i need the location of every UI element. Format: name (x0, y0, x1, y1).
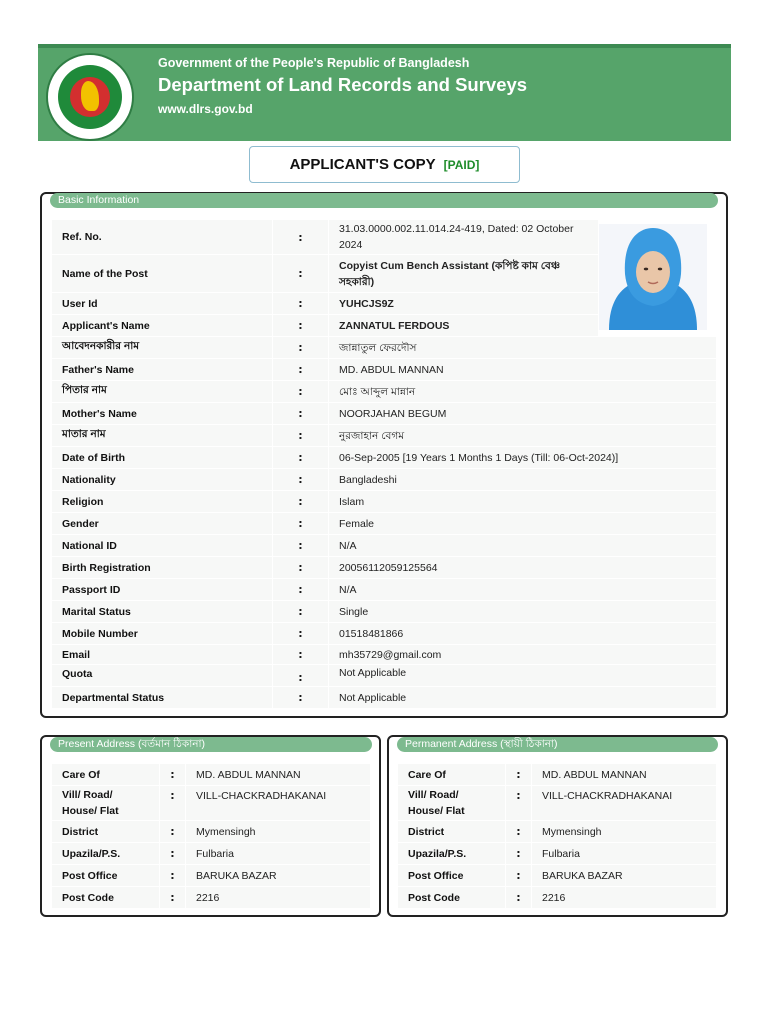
applicant-name-label: Applicant's Name (52, 315, 273, 336)
row-national-id (52, 535, 716, 557)
row-father-name-bn (52, 381, 716, 403)
colon: : (506, 764, 532, 785)
permanent-care-of-value: MD. ABDUL MANNAN (542, 768, 647, 781)
row-post-name (52, 255, 598, 293)
colon: : (160, 764, 186, 785)
nationality-label: Nationality (52, 469, 273, 490)
colon: : (160, 887, 186, 908)
quota-value: Not Applicable (339, 667, 407, 679)
national-id-label: National ID (52, 535, 273, 556)
applicant-name-bn-value: জান্নাতুল ফেরদৌস (339, 341, 417, 354)
quota-label: Quota (52, 665, 273, 686)
present-village-label-line1: Vill/ Road/ (62, 789, 113, 801)
applicant-name-bn-label: আবেদনকারীর নাম (52, 337, 273, 358)
gender-label: Gender (52, 513, 273, 534)
ref-no-value-line1: 31.03.0000.002.11.014.24-419, Dated: 02 October (339, 223, 574, 235)
religion-label: Religion (52, 491, 273, 512)
national-id-value: N/A (339, 539, 357, 552)
colon: : (273, 337, 329, 358)
birth-registration-value: 20056112059125564 (339, 561, 438, 574)
present-post-code-value: 2216 (196, 891, 220, 904)
colon: : (273, 645, 329, 664)
permanent-post-code-value: 2216 (542, 891, 566, 904)
colon: : (273, 469, 329, 490)
user-id-value: YUHCJS9Z (339, 297, 394, 310)
colon: : (506, 843, 532, 864)
mother-name-bn-label: মাতার নাম (52, 425, 273, 446)
gender-value: Female (339, 517, 375, 530)
post-name-label: Name of the Post (52, 255, 273, 292)
row-mother-name (52, 403, 716, 425)
marital-status-value: Single (339, 605, 369, 618)
mother-name-label: Mother's Name (52, 403, 273, 424)
permanent-district-label: District (398, 821, 506, 842)
colon: : (273, 255, 329, 292)
row-present-care-of (52, 764, 370, 786)
row-permanent-village (398, 786, 716, 821)
row-mobile-number (52, 623, 716, 645)
colon: : (273, 381, 329, 402)
row-permanent-district (398, 821, 716, 843)
present-post-code-label: Post Code (52, 887, 160, 908)
permanent-care-of-label: Care Of (398, 764, 506, 785)
colon: : (273, 535, 329, 556)
colon: : (273, 687, 329, 708)
father-name-bn-label: পিতার নাম (52, 381, 273, 402)
permanent-post-office-label: Post Office (398, 865, 506, 886)
present-upazila-label: Upazila/P.S. (52, 843, 160, 864)
applicant-name-value: ZANNATUL FERDOUS (339, 319, 450, 332)
row-user-id (52, 293, 598, 315)
present-post-office-value: BARUKA BAZAR (196, 869, 277, 882)
colon: : (273, 293, 329, 314)
basic-information-heading: Basic Information (50, 193, 718, 208)
applicant-photo (599, 224, 707, 330)
row-present-post-code (52, 887, 370, 909)
marital-status-label: Marital Status (52, 601, 273, 622)
departmental-status-label: Departmental Status (52, 687, 273, 708)
mother-name-bn-value: নুরজাহান বেগম (339, 429, 405, 442)
present-address-heading: Present Address (বর্তমান ঠিকানা) (50, 737, 372, 752)
government-seal-logo (46, 53, 134, 141)
colon: : (273, 513, 329, 534)
row-birth-registration (52, 557, 716, 579)
row-present-village (52, 786, 370, 821)
row-marital-status (52, 601, 716, 623)
post-name-value-line1: Copyist Cum Bench Assistant (কপিষ্ট কাম বেঞ্চ (339, 259, 561, 272)
present-district-label: District (52, 821, 160, 842)
religion-value: Islam (339, 495, 365, 508)
colon: : (273, 491, 329, 512)
row-permanent-upazila (398, 843, 716, 865)
row-date-of-birth (52, 447, 716, 469)
row-departmental-status (52, 687, 716, 709)
colon: : (506, 821, 532, 842)
applicant-copy-box (249, 146, 520, 183)
post-name-value-line2: সহকারী) (339, 275, 375, 288)
date-of-birth-label: Date of Birth (52, 447, 273, 468)
colon: : (273, 623, 329, 644)
row-email (52, 645, 716, 665)
permanent-village-value: VILL-CHACKRADHAKANAI (542, 790, 673, 802)
row-ref-no (52, 220, 598, 255)
passport-id-value: N/A (339, 583, 357, 596)
row-passport-id (52, 579, 716, 601)
header-website: www.dlrs.gov.bd (158, 102, 253, 116)
copy-title: APPLICANT'S COPY (289, 156, 436, 173)
row-permanent-care-of (398, 764, 716, 786)
colon: : (273, 403, 329, 424)
row-father-name (52, 359, 716, 381)
colon: : (506, 786, 532, 820)
row-present-post-office (52, 865, 370, 887)
row-nationality (52, 469, 716, 491)
permanent-address-heading: Permanent Address (স্থায়ী ঠিকানা) (397, 737, 718, 752)
colon: : (273, 425, 329, 446)
email-label: Email (52, 645, 273, 664)
present-upazila-value: Fulbaria (196, 847, 234, 860)
row-present-upazila (52, 843, 370, 865)
birth-registration-label: Birth Registration (52, 557, 273, 578)
row-quota (52, 665, 716, 687)
colon: : (273, 601, 329, 622)
permanent-post-office-value: BARUKA BAZAR (542, 869, 623, 882)
header-department: Department of Land Records and Surveys (158, 74, 528, 95)
mobile-number-label: Mobile Number (52, 623, 273, 644)
colon: : (273, 557, 329, 578)
colon: : (160, 843, 186, 864)
colon: : (160, 786, 186, 820)
departmental-status-value: Not Applicable (339, 691, 407, 704)
nationality-value: Bangladeshi (339, 473, 397, 486)
father-name-bn-value: মোঃ আব্দুল মান্নান (339, 385, 416, 398)
present-village-value: VILL-CHACKRADHAKANAI (196, 790, 327, 802)
row-permanent-post-office (398, 865, 716, 887)
present-care-of-label: Care Of (52, 764, 160, 785)
colon: : (160, 821, 186, 842)
present-care-of-value: MD. ABDUL MANNAN (196, 768, 301, 781)
ref-no-value-line2: 2024 (339, 239, 363, 251)
permanent-upazila-label: Upazila/P.S. (398, 843, 506, 864)
colon: : (273, 315, 329, 336)
permanent-post-code-label: Post Code (398, 887, 506, 908)
user-id-label: User Id (52, 293, 273, 314)
present-post-office-label: Post Office (52, 865, 160, 886)
date-of-birth-value: 06-Sep-2005 [19 Years 1 Months 1 Days (Till: 06-Oct-2024)] (339, 451, 619, 464)
row-permanent-post-code (398, 887, 716, 909)
colon: : (506, 865, 532, 886)
colon: : (160, 865, 186, 886)
present-district-value: Mymensingh (196, 825, 256, 838)
colon: : (273, 359, 329, 380)
row-gender (52, 513, 716, 535)
mother-name-value: NOORJAHAN BEGUM (339, 407, 447, 420)
colon: : (273, 447, 329, 468)
permanent-village-label-line1: Vill/ Road/ (408, 789, 459, 801)
paid-status: [PAID] (443, 157, 480, 172)
father-name-label: Father's Name (52, 359, 273, 380)
colon: : (273, 579, 329, 600)
present-village-label-line2: House/ Flat (62, 805, 119, 817)
row-mother-name-bn (52, 425, 716, 447)
colon: : (506, 887, 532, 908)
page-header (38, 44, 731, 141)
passport-id-label: Passport ID (52, 579, 273, 600)
colon: : (273, 220, 329, 254)
permanent-district-value: Mymensingh (542, 825, 602, 838)
email-value: mh35729@gmail.com (339, 648, 442, 661)
ref-no-label: Ref. No. (52, 220, 273, 254)
mobile-number-value: 01518481866 (339, 627, 404, 640)
father-name-value: MD. ABDUL MANNAN (339, 363, 444, 376)
permanent-upazila-value: Fulbaria (542, 847, 580, 860)
row-applicant-name (52, 315, 598, 337)
row-religion (52, 491, 716, 513)
row-present-district (52, 821, 370, 843)
row-applicant-name-bn (52, 337, 716, 359)
permanent-village-label-line2: House/ Flat (408, 805, 465, 817)
header-government: Government of the People's Republic of Bangladesh (158, 56, 470, 70)
colon: : (273, 665, 329, 686)
